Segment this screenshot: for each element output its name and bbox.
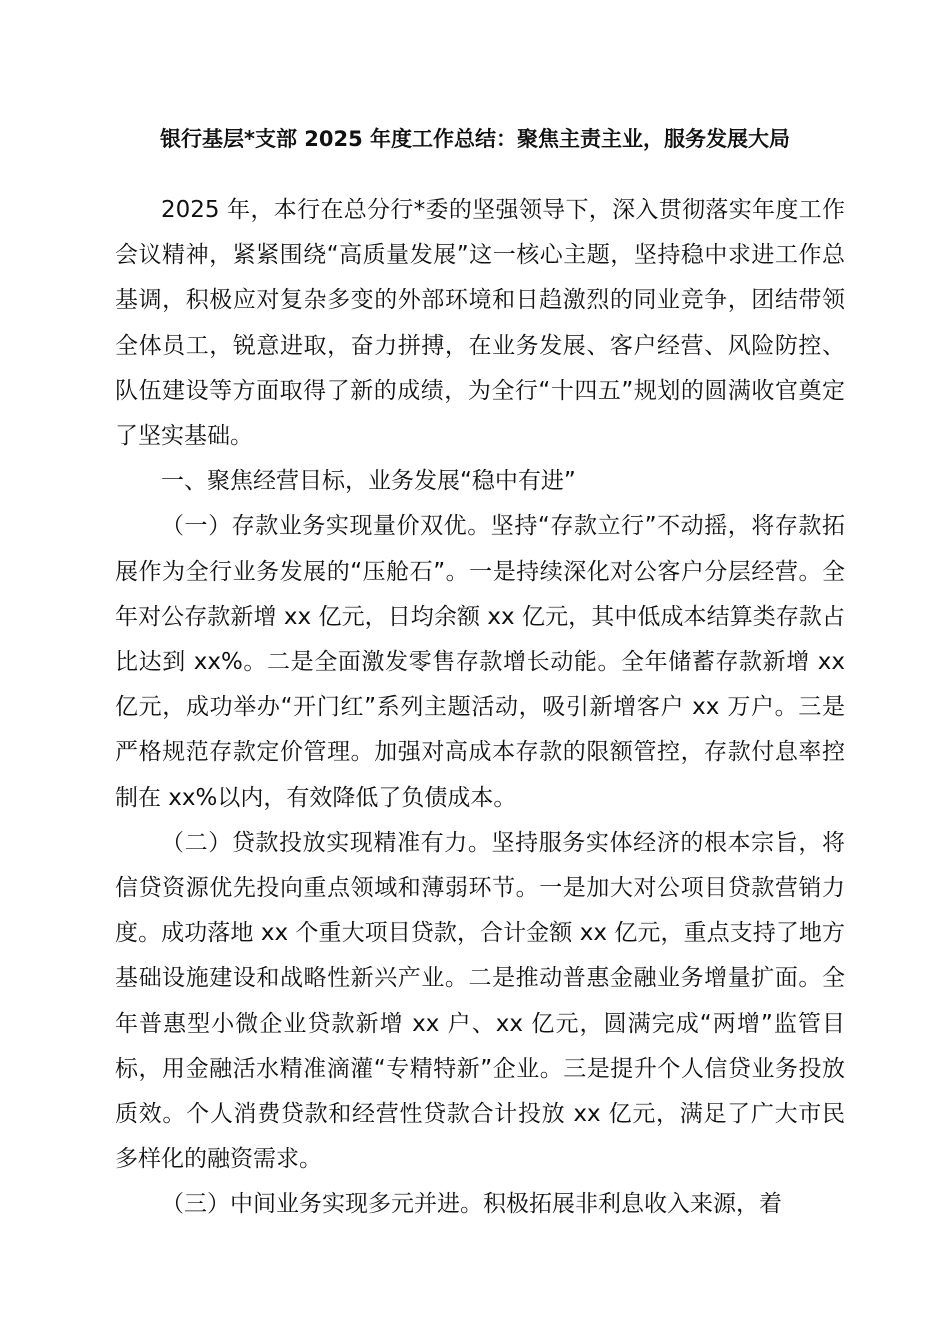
- loan-paragraph: （二）贷款投放实现精准有力。坚持服务实体经济的根本宗旨，将信贷资源优先投向重点领域和薄弱环节。一是加大对公项目贷款营销力度。成功落地 xx 个重大项目贷款，合计金额 xx 亿元，重点支持了地方基础设施建设和战略性新兴产业。二是推动普惠金融业务增量扩面。全年普惠型小微企业贷款新增 xx 户、xx 亿元，圆满完成“两增”监管目标，用金融活水精准滴灌“专精特新”企业。三是提升个人信贷业务投放质效。个人消费贷款和经营性贷款合计投放 xx 亿元，满足了广大市民多样化的融资需求。: [115, 829, 845, 1173]
- intro-paragraph: 2025 年，本行在总分行*委的坚强领导下，深入贯彻落实年度工作会议精神，紧紧围绕“高质量发展”这一核心主题，坚持稳中求进工作总基调，积极应对复杂多变的外部环境和日趋激烈的同业竞争，团结带领全体员工，锐意进取，奋力拼搏，在业务发展、客户经营、风险防控、队伍建设等方面取得了新的成绩，为全行“十四五”规划的圆满收官奠定了坚实基础。: [115, 197, 845, 450]
- intermediate-business-paragraph: （三）中间业务实现多元并进。积极拓展非利息收入来源，着: [161, 1191, 782, 1218]
- document-title: 银行基层*支部 2025 年度工作总结：聚焦主责主业，服务发展大局: [159, 127, 791, 151]
- document-body: [115, 188, 845, 1228]
- section-heading-1: 一、聚焦经营目标，业务发展“稳中有进”: [161, 468, 576, 495]
- deposit-paragraph: （一）存款业务实现量价双优。坚持“存款立行”不动摇，将存款拓展作为全行业务发展的“压舱石”。一是持续深化对公客户分层经营。全年对公存款新增 xx 亿元，日均余额 xx 亿元，其中低成本结算类存款占比达到 xx%。二是全面激发零售存款增长动能。全年储蓄存款新增 xx 亿元，成功举办“开门红”系列主题活动，吸引新增客户 xx 万户。三是严格规范存款定价管理。加强对高成本存款的限额管控，存款付息率控制在 xx%以内，有效降低了负债成本。: [115, 513, 845, 811]
